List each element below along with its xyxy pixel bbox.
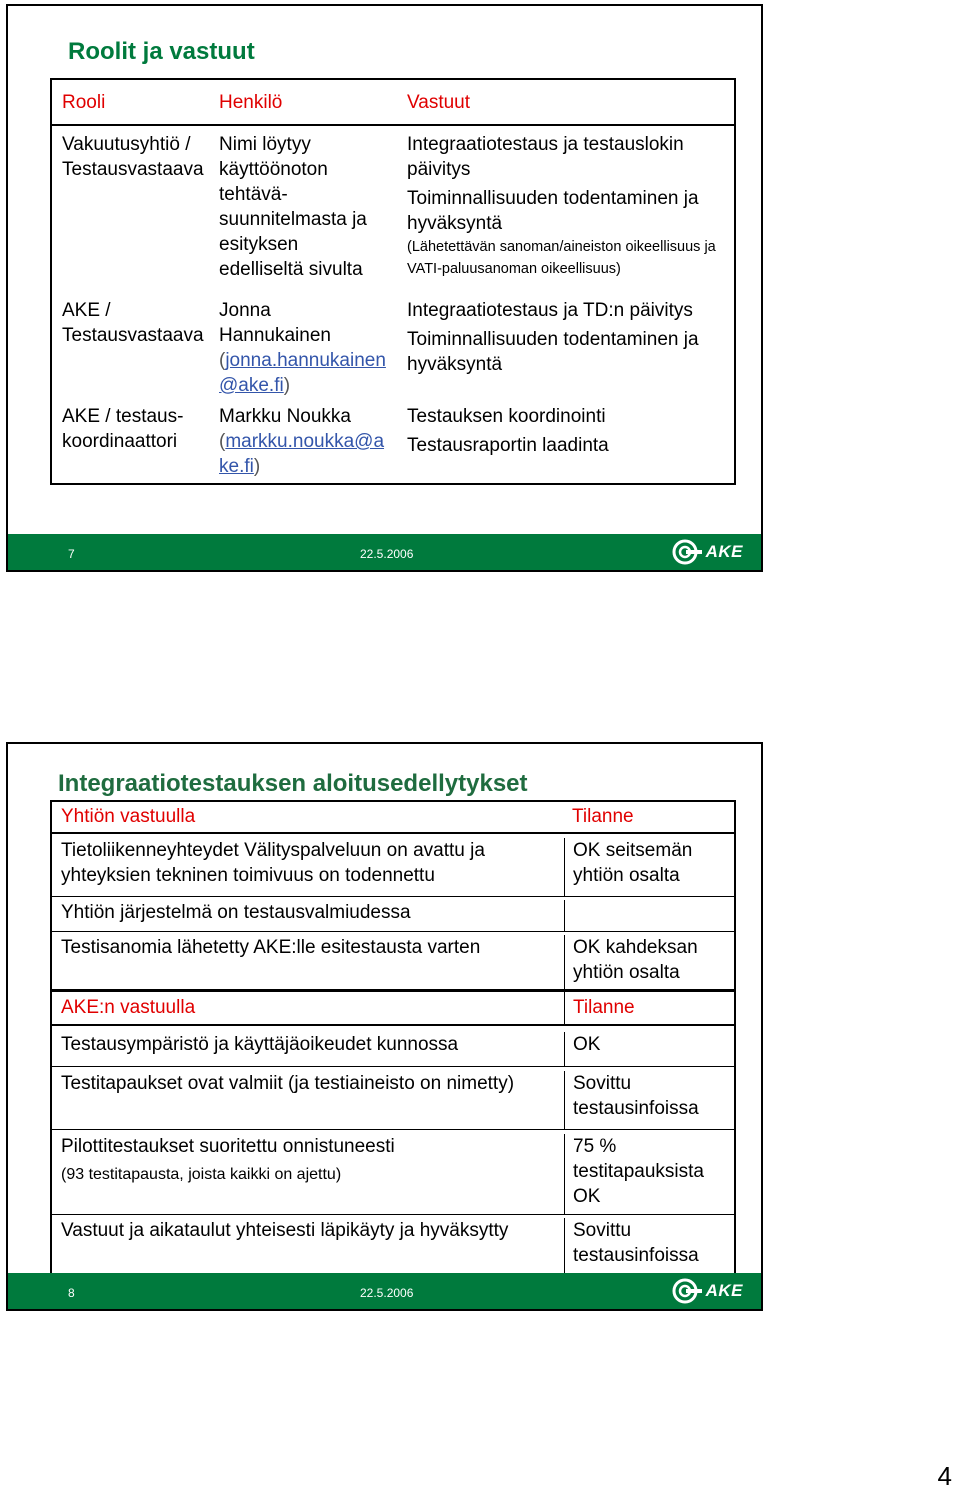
responsibility-cell [397,292,735,398]
responsibility-line: Integraatiotestaus ja testauslokin päivitys [407,134,684,180]
table-row [51,125,735,292]
email-link[interactable]: jonna.hannukainen@ake.fi [219,350,386,396]
slide-footer [8,534,761,570]
roles-table [50,78,736,485]
person-cell [209,292,397,398]
table-row [52,832,734,896]
header-left: AKE:n vastuulla [61,997,196,1018]
table-header-row [52,992,734,1024]
slide-date: 22.5.2006 [360,1286,414,1300]
person-name: Jonna Hannukainen [219,300,331,346]
person-email-wrapper: (jonna.hannukainen@ake.fi) [219,350,386,396]
header-right: Tilanne [564,992,734,1024]
table-row [52,931,734,989]
role-cell: Vakuutusyhtiö / Testausvastaava [62,134,204,180]
responsibility-line: Testausraportin laadinta [407,435,609,456]
logo-text: AKE [705,1281,743,1300]
responsibility-cell [397,125,735,292]
table-row [52,896,734,931]
slide-footer [8,1273,761,1309]
email-link[interactable]: markku.noukka@ake.fi [219,431,385,477]
item-cell: Testitapaukset ovat valmiit (ja testiaineisto on nimetty) [61,1073,515,1094]
item-cell: Testisanomia lähetetty AKE:lle esitestausta varten [61,937,481,958]
table-row [51,292,735,398]
status-cell: Sovittu testausinfoissa [564,1218,734,1274]
responsibility-line: Toiminnallisuuden todentaminen ja hyväksyntä [407,329,699,375]
responsibility-note: (Lähetettävän sanoman/aineiston oikeellisuus ja VATI-paluusanoman oikeellisuus) [407,239,716,277]
header-role: Rooli [51,79,209,125]
item-text: Pilottitestaukset suoritettu onnistuneesti [61,1136,395,1157]
logo-text: AKE [705,542,743,561]
slide-page-number: 8 [68,1286,75,1300]
document-page-number: 4 [937,1461,952,1491]
table-row [52,1214,734,1274]
table-row [51,398,735,484]
item-cell: Testausympäristö ja käyttäjäoikeudet kunnossa [61,1034,459,1055]
item-cell: Vastuut ja aikataulut yhteisesti läpikäyty ja hyväksytty [61,1220,509,1241]
header-right: Tilanne [572,806,634,827]
person-email-wrapper: (markku.noukka@ake.fi) [219,431,385,477]
table-header-row [52,802,734,832]
table-row [52,1066,734,1129]
status-cell: OK kahdeksan yhtiön osalta [564,935,734,989]
responsibility-line: Integraatiotestaus ja TD:n päivitys [407,300,693,321]
responsibility-line: Testauksen koordinointi [407,406,606,427]
company-responsibility-table [50,800,736,991]
ake-responsibility-table [50,990,736,1276]
item-cell [52,1134,564,1214]
slide-date: 22.5.2006 [360,547,414,561]
role-cell: AKE / testaus-koordinaattori [62,406,184,452]
item-note: (93 testitapausta, joista kaikki on ajettu) [61,1166,342,1183]
status-cell: OK seitsemän yhtiön osalta [564,838,734,896]
person-name: Markku Noukka [219,406,351,427]
status-cell: Sovittu testausinfoissa [564,1071,734,1129]
responsibility-line: Toiminnallisuuden todentaminen ja hyväksyntä [407,188,699,234]
header-person: Henkilö [209,79,397,125]
person-cell: Nimi löytyy käyttöönoton tehtävä-suunnitelmasta ja esityksen edelliseltä sivulta [219,134,367,280]
header-left: Yhtiön vastuulla [61,806,196,827]
slide-title: Integraatiotestauksen aloitusedellytykset [58,770,528,797]
table-row [52,1024,734,1066]
status-cell: OK [564,1032,734,1066]
responsibility-cell [397,398,735,484]
slide-8 [6,742,763,1311]
slide-page-number: 7 [68,547,75,561]
item-cell: Tietoliikenneyhteydet Välityspalveluun on avattu ja yhteyksien tekninen toimivuus on todennettu [61,840,485,886]
ake-logo [672,539,743,565]
table-row [52,1129,734,1214]
table-header-row [51,79,735,125]
slide-7 [6,4,763,572]
ake-logo-icon [672,1278,702,1304]
item-cell: Yhtiön järjestelmä on testausvalmiudessa [61,902,411,923]
ake-logo [672,1278,743,1304]
ake-logo-icon [672,539,702,565]
slide-title: Roolit ja vastuut [68,38,255,65]
status-cell: 75 % testitapauksista OK [564,1134,734,1214]
header-responsibilities: Vastuut [397,79,735,125]
person-cell [209,398,397,484]
status-cell [564,900,734,931]
role-cell: AKE / Testausvastaava [62,300,204,346]
